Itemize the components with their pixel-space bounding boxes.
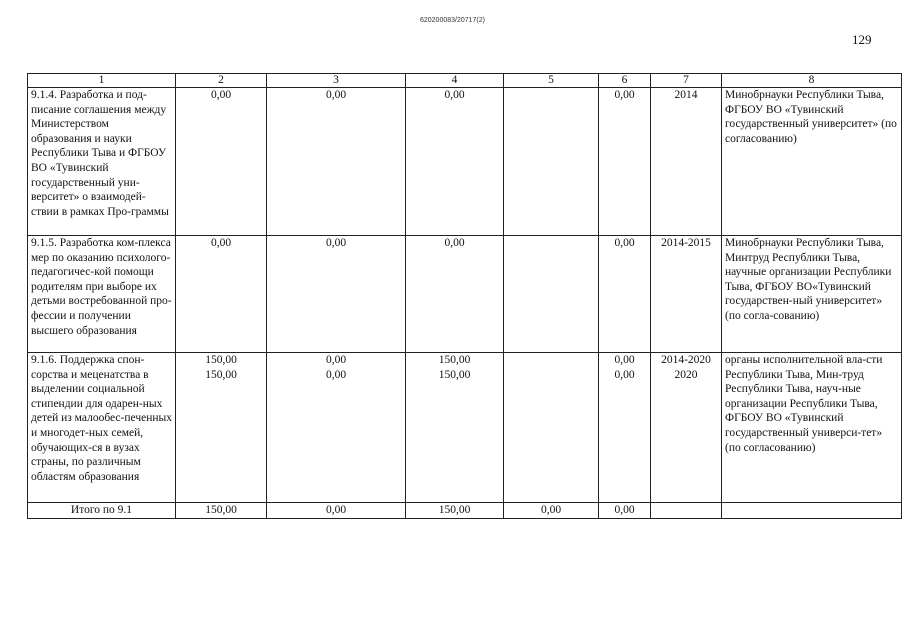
table-cell: 0,00 (599, 236, 651, 353)
header-cell: 8 (722, 74, 902, 88)
table-cell: 2014-2015 (651, 236, 722, 353)
program-table (27, 73, 902, 519)
table-cell: 0,00 (267, 236, 406, 353)
table-cell (504, 88, 599, 236)
cell-value-year: 150,00 (205, 368, 237, 381)
cell-value-total: 0,00 (614, 354, 635, 366)
table-cell: 0,00 (504, 503, 599, 519)
row-description: 9.1.4. Разработка и под-писание соглашения между Министерством образования и науки Республики Тыва и ФГБОУ ВО «Тувинский государственный уни-верситет» о взаимодей-ствии в рамках Про-граммы (28, 88, 176, 236)
table-row (28, 88, 902, 236)
table-cell (504, 353, 599, 503)
cell-value-year: 0,00 (614, 368, 635, 381)
cell-value-period: 2014-2020 (661, 354, 711, 366)
cell-value-year: 150,00 (438, 368, 471, 381)
cell-value-total: 150,00 (205, 354, 237, 366)
row-executor: Минобрнауки Республики Тыва, Минтруд Республики Тыва, научные организации Республики Тыва, ФГБОУ ВО«Тувинский государствен-ный университет» (по согла-сованию) (722, 236, 902, 353)
header-cell: 5 (504, 74, 599, 88)
table-cell: 0,00 (406, 88, 504, 236)
row-description: 9.1.5. Разработка ком-плекса мер по оказанию психолого-педагогичес-кой помощи родителям при выборе их детьми востребованной про-фессии и получении высшего образования (28, 236, 176, 353)
row-executor: органы исполнительной вла-сти Республики Тыва, Мин-труд Республики Тыва, науч-ные организации Республики Тыва, ФГБОУ ВО «Тувинский государственный универси-тет» (по согласованию) (722, 353, 902, 503)
table-cell: 0,00 (406, 236, 504, 353)
table-cell (176, 353, 267, 503)
table-cell: 0,00 (176, 88, 267, 236)
table-cell: 0,00 (267, 88, 406, 236)
page-number: 129 (852, 32, 872, 47)
total-label: Итого по 9.1 (28, 503, 176, 519)
table-cell: 0,00 (599, 88, 651, 236)
table-cell: 150,00 (176, 503, 267, 519)
cell-value-total: 0,00 (325, 354, 347, 366)
table-cell (651, 353, 722, 503)
document-id: 620200083/20717(2) (419, 17, 485, 24)
table-cell: 0,00 (599, 503, 651, 519)
table-cell: 150,00 (406, 503, 504, 519)
header-cell: 6 (599, 74, 651, 88)
row-executor: Минобрнауки Республики Тыва, ФГБОУ ВО «Тувинский государственный университет» (по согласованию) (722, 88, 902, 236)
cell-value-year: 2020 (674, 368, 698, 381)
table-cell: 2014 (651, 88, 722, 236)
header-cell: 2 (176, 74, 267, 88)
table-row (28, 353, 902, 503)
table-cell: 0,00 (267, 503, 406, 519)
header-cell: 1 (28, 74, 176, 88)
table-cell (267, 353, 406, 503)
row-description: 9.1.6. Поддержка спон-сорства и меценатства в выделении социальной стипендии для одарен-ных детей из малообес-печенных и многодет-ных семей, обучающих-ся в вузах страны, по различным областям образования (28, 353, 176, 503)
table-cell (651, 503, 722, 519)
table-cell: 0,00 (176, 236, 267, 353)
table-cell (599, 353, 651, 503)
table-row (28, 236, 902, 353)
cell-value-total: 150,00 (438, 354, 471, 366)
header-cell: 7 (651, 74, 722, 88)
table-cell (722, 503, 902, 519)
header-cell: 4 (406, 74, 504, 88)
header-row (28, 74, 902, 88)
total-row (28, 503, 902, 519)
cell-value-year: 0,00 (325, 368, 347, 381)
header-cell: 3 (267, 74, 406, 88)
table-cell (504, 236, 599, 353)
table-cell (406, 353, 504, 503)
